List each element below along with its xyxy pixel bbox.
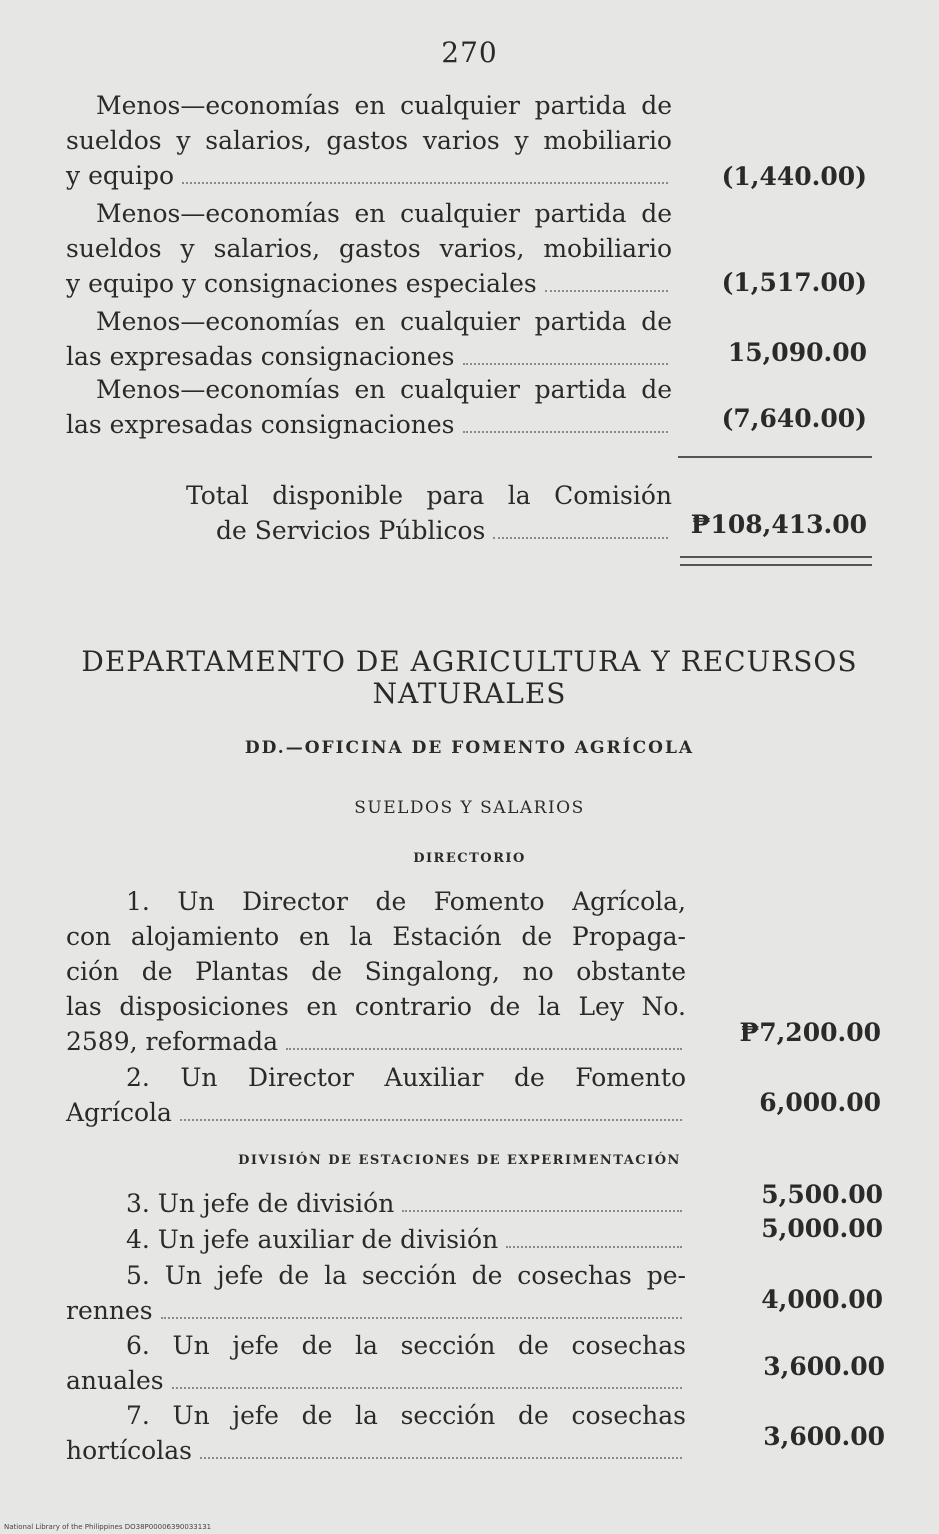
entry-leader-line: las expresadas consignaciones bbox=[66, 407, 672, 442]
savings-entry-4 bbox=[66, 372, 672, 442]
item-line: 6. Un jefe de la sección de cosechas bbox=[126, 1331, 686, 1360]
salary-item-5 bbox=[66, 1258, 686, 1328]
item-leader-line: hortícolas bbox=[66, 1433, 686, 1468]
subsection-heading-divisions: DIVISIÓN DE ESTACIONES DE EXPERIMENTACIÓN bbox=[238, 1153, 681, 1168]
department-heading-line-2: NATURALES bbox=[372, 677, 567, 710]
entry-line: Menos—economías en cualquier partida de bbox=[96, 307, 672, 336]
entry-amount: (7,640.00) bbox=[721, 404, 867, 433]
department-heading bbox=[40, 646, 899, 710]
item-line: con alojamiento en la Estación de Propaga- bbox=[66, 922, 686, 951]
item-line: 2. Un Director Auxiliar de Fomento bbox=[126, 1063, 686, 1092]
entry-amount: 15,090.00 bbox=[727, 338, 867, 367]
total-entry bbox=[186, 478, 672, 548]
entry-line: Menos—economías en cualquier partida de bbox=[96, 91, 672, 120]
item-line: 1. Un Director de Fomento Agrícola, bbox=[126, 887, 686, 916]
item-leader-line: 3. Un jefe de división bbox=[66, 1186, 686, 1221]
salary-item-2 bbox=[66, 1060, 686, 1130]
savings-entry-3 bbox=[66, 304, 672, 374]
item-leader-line: rennes bbox=[66, 1293, 686, 1328]
item-amount: 4,000.00 bbox=[761, 1285, 883, 1314]
item-line: las disposiciones en contrario de la Ley No. bbox=[66, 992, 686, 1021]
total-amount: ₱108,413.00 bbox=[690, 510, 867, 539]
item-line: 7. Un jefe de la sección de cosechas bbox=[126, 1401, 686, 1430]
entry-leader-line: y equipo bbox=[66, 158, 672, 193]
item-leader-line: 2589, reformada bbox=[66, 1024, 686, 1059]
item-amount: 6,000.00 bbox=[759, 1088, 881, 1117]
item-amount: 5,000.00 bbox=[761, 1214, 883, 1243]
entry-line: sueldos y salarios, gastos varios, mobiliario bbox=[66, 234, 672, 263]
item-amount: 3,600.00 bbox=[763, 1352, 885, 1381]
entry-leader-line: y equipo y consignaciones especiales bbox=[66, 266, 672, 301]
salary-item-6 bbox=[66, 1328, 686, 1398]
office-heading: DD.—OFICINA DE FOMENTO AGRÍCOLA bbox=[244, 738, 695, 758]
scan-footer: National Library of the Philippines DO38P00006390033131 bbox=[4, 1523, 212, 1531]
item-leader-line: Agrícola bbox=[66, 1095, 686, 1130]
total-double-rule-top bbox=[680, 556, 872, 558]
item-line: 5. Un jefe de la sección de cosechas pe- bbox=[126, 1261, 686, 1290]
entry-line: Menos—economías en cualquier partida de bbox=[96, 199, 672, 228]
salary-item-4 bbox=[66, 1222, 686, 1257]
entry-amount: (1,440.00) bbox=[721, 162, 867, 191]
total-line: Total disponible para la Comisión bbox=[186, 481, 672, 510]
total-leader-line: de Servicios Públicos bbox=[186, 513, 672, 548]
item-amount: 3,600.00 bbox=[763, 1422, 885, 1451]
salary-item-1 bbox=[66, 884, 686, 1059]
department-heading-line-1: DEPARTAMENTO DE AGRICULTURA Y RECURSOS bbox=[81, 645, 858, 678]
section-heading: SUELDOS Y SALARIOS bbox=[354, 798, 585, 818]
item-leader-line: anuales bbox=[66, 1363, 686, 1398]
salary-item-7 bbox=[66, 1398, 686, 1468]
total-double-rule-bottom bbox=[680, 564, 872, 566]
item-amount: ₱7,200.00 bbox=[739, 1018, 881, 1047]
savings-entry-1 bbox=[66, 88, 672, 193]
page-number: 270 bbox=[441, 36, 498, 69]
item-leader-line: 4. Un jefe auxiliar de división bbox=[66, 1222, 686, 1257]
item-line: ción de Plantas de Singalong, no obstante bbox=[66, 957, 686, 986]
entry-amount: (1,517.00) bbox=[721, 268, 867, 297]
item-amount: 5,500.00 bbox=[761, 1180, 883, 1209]
entry-leader-line: las expresadas consignaciones bbox=[66, 339, 672, 374]
entry-line: sueldos y salarios, gastos varios y mobiliario bbox=[66, 126, 672, 155]
subsection-heading-directorio: DIRECTORIO bbox=[413, 851, 526, 866]
savings-entry-2 bbox=[66, 196, 672, 301]
salary-item-3 bbox=[66, 1186, 686, 1221]
subtotal-rule bbox=[678, 456, 872, 458]
entry-line: Menos—economías en cualquier partida de bbox=[96, 375, 672, 404]
